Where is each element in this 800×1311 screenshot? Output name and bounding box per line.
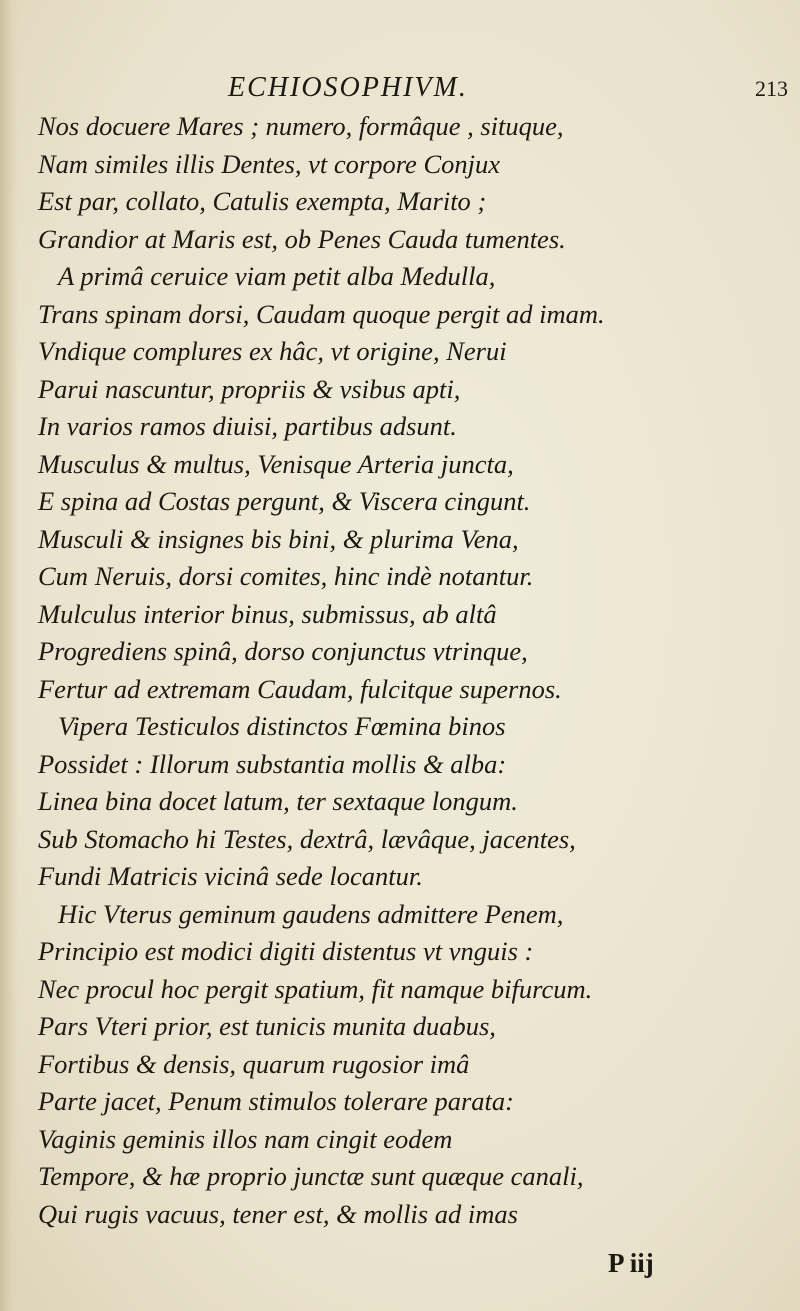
verse-line: Principio est modici digiti distentus vt vnguis :: [38, 936, 534, 966]
verse-line: Nam similes illis Dentes, vt corpore Conjux: [38, 148, 500, 179]
page-header: [0, 72, 800, 112]
verse-line: Nos docuere Mares ; numero, formâque , situque,: [38, 111, 564, 141]
verse-line: Parui nascuntur, propriis & vsibus apti,: [38, 373, 461, 404]
verse-line: Hic Vterus geminum gaudens admittere Penem,: [58, 898, 564, 929]
verse-line: Fortibus & densis, quarum rugosior imâ: [38, 1048, 470, 1079]
verse-line: A primâ ceruice viam petit alba Medulla,: [58, 261, 496, 291]
verse-line: Parte jacet, Penum stimulos tolerare parata:: [38, 1086, 514, 1116]
verse-line: Cum Neruis, dorsi comites, hinc indè notantur.: [38, 561, 534, 591]
verse-line: Linea bina docet latum, ter sextaque longum.: [38, 786, 518, 816]
verse-line: Est par, collato, Catulis exempta, Marito ;: [38, 186, 487, 216]
verse-line: Qui rugis vacuus, tener est, & mollis ad imas: [38, 1198, 518, 1229]
verse-line: Tempore, & hæ proprio junctæ sunt quæque canali,: [38, 1161, 584, 1191]
verse-line: Fertur ad extremam Caudam, fulcitque supernos.: [38, 673, 562, 704]
verse-line: In varios ramos diuisi, partibus adsunt.: [38, 411, 457, 441]
verse-line: Sub Stomacho hi Testes, dextrâ, lævâque, jacentes,: [38, 823, 576, 854]
page-gutter: [0, 0, 18, 1311]
verse-line: E spina ad Costas pergunt, & Viscera cingunt.: [38, 486, 531, 516]
verse-line: Vndique complures ex hâc, vt origine, Nerui: [38, 336, 507, 366]
verse-line: Vaginis geminis illos nam cingit eodem: [38, 1123, 453, 1154]
verse-line: Fundi Matricis vicinâ sede locantur.: [38, 861, 423, 891]
page-number: 213: [755, 76, 788, 101]
verse-line: Nec procul hoc pergit spatium, fit namque bifurcum.: [38, 973, 593, 1004]
verse-line: Musculus & multus, Venisque Arteria juncta,: [38, 448, 514, 479]
verse-line: Vipera Testiculos distinctos Fœmina binos: [58, 711, 506, 741]
verse-line: Grandior at Maris est, ob Penes Cauda tumentes.: [38, 223, 566, 254]
signature-mark: P iij: [608, 1248, 654, 1278]
verse-line: Musculi & insignes bis bini, & plurima Vena,: [38, 523, 519, 554]
running-title: ECHIOSOPHIVM.: [228, 72, 468, 103]
verse-line: Mulculus interior binus, submissus, ab altâ: [38, 598, 497, 629]
verse-line: Pars Vteri prior, est tunicis munita duabus,: [38, 1011, 496, 1041]
verse-line: Trans spinam dorsi, Caudam quoque pergit ad imam.: [38, 298, 605, 329]
verse-line: Progrediens spinâ, dorso conjunctus vtrinque,: [38, 636, 528, 666]
verse-line: Possidet : Illorum substantia mollis & alba:: [38, 748, 507, 779]
